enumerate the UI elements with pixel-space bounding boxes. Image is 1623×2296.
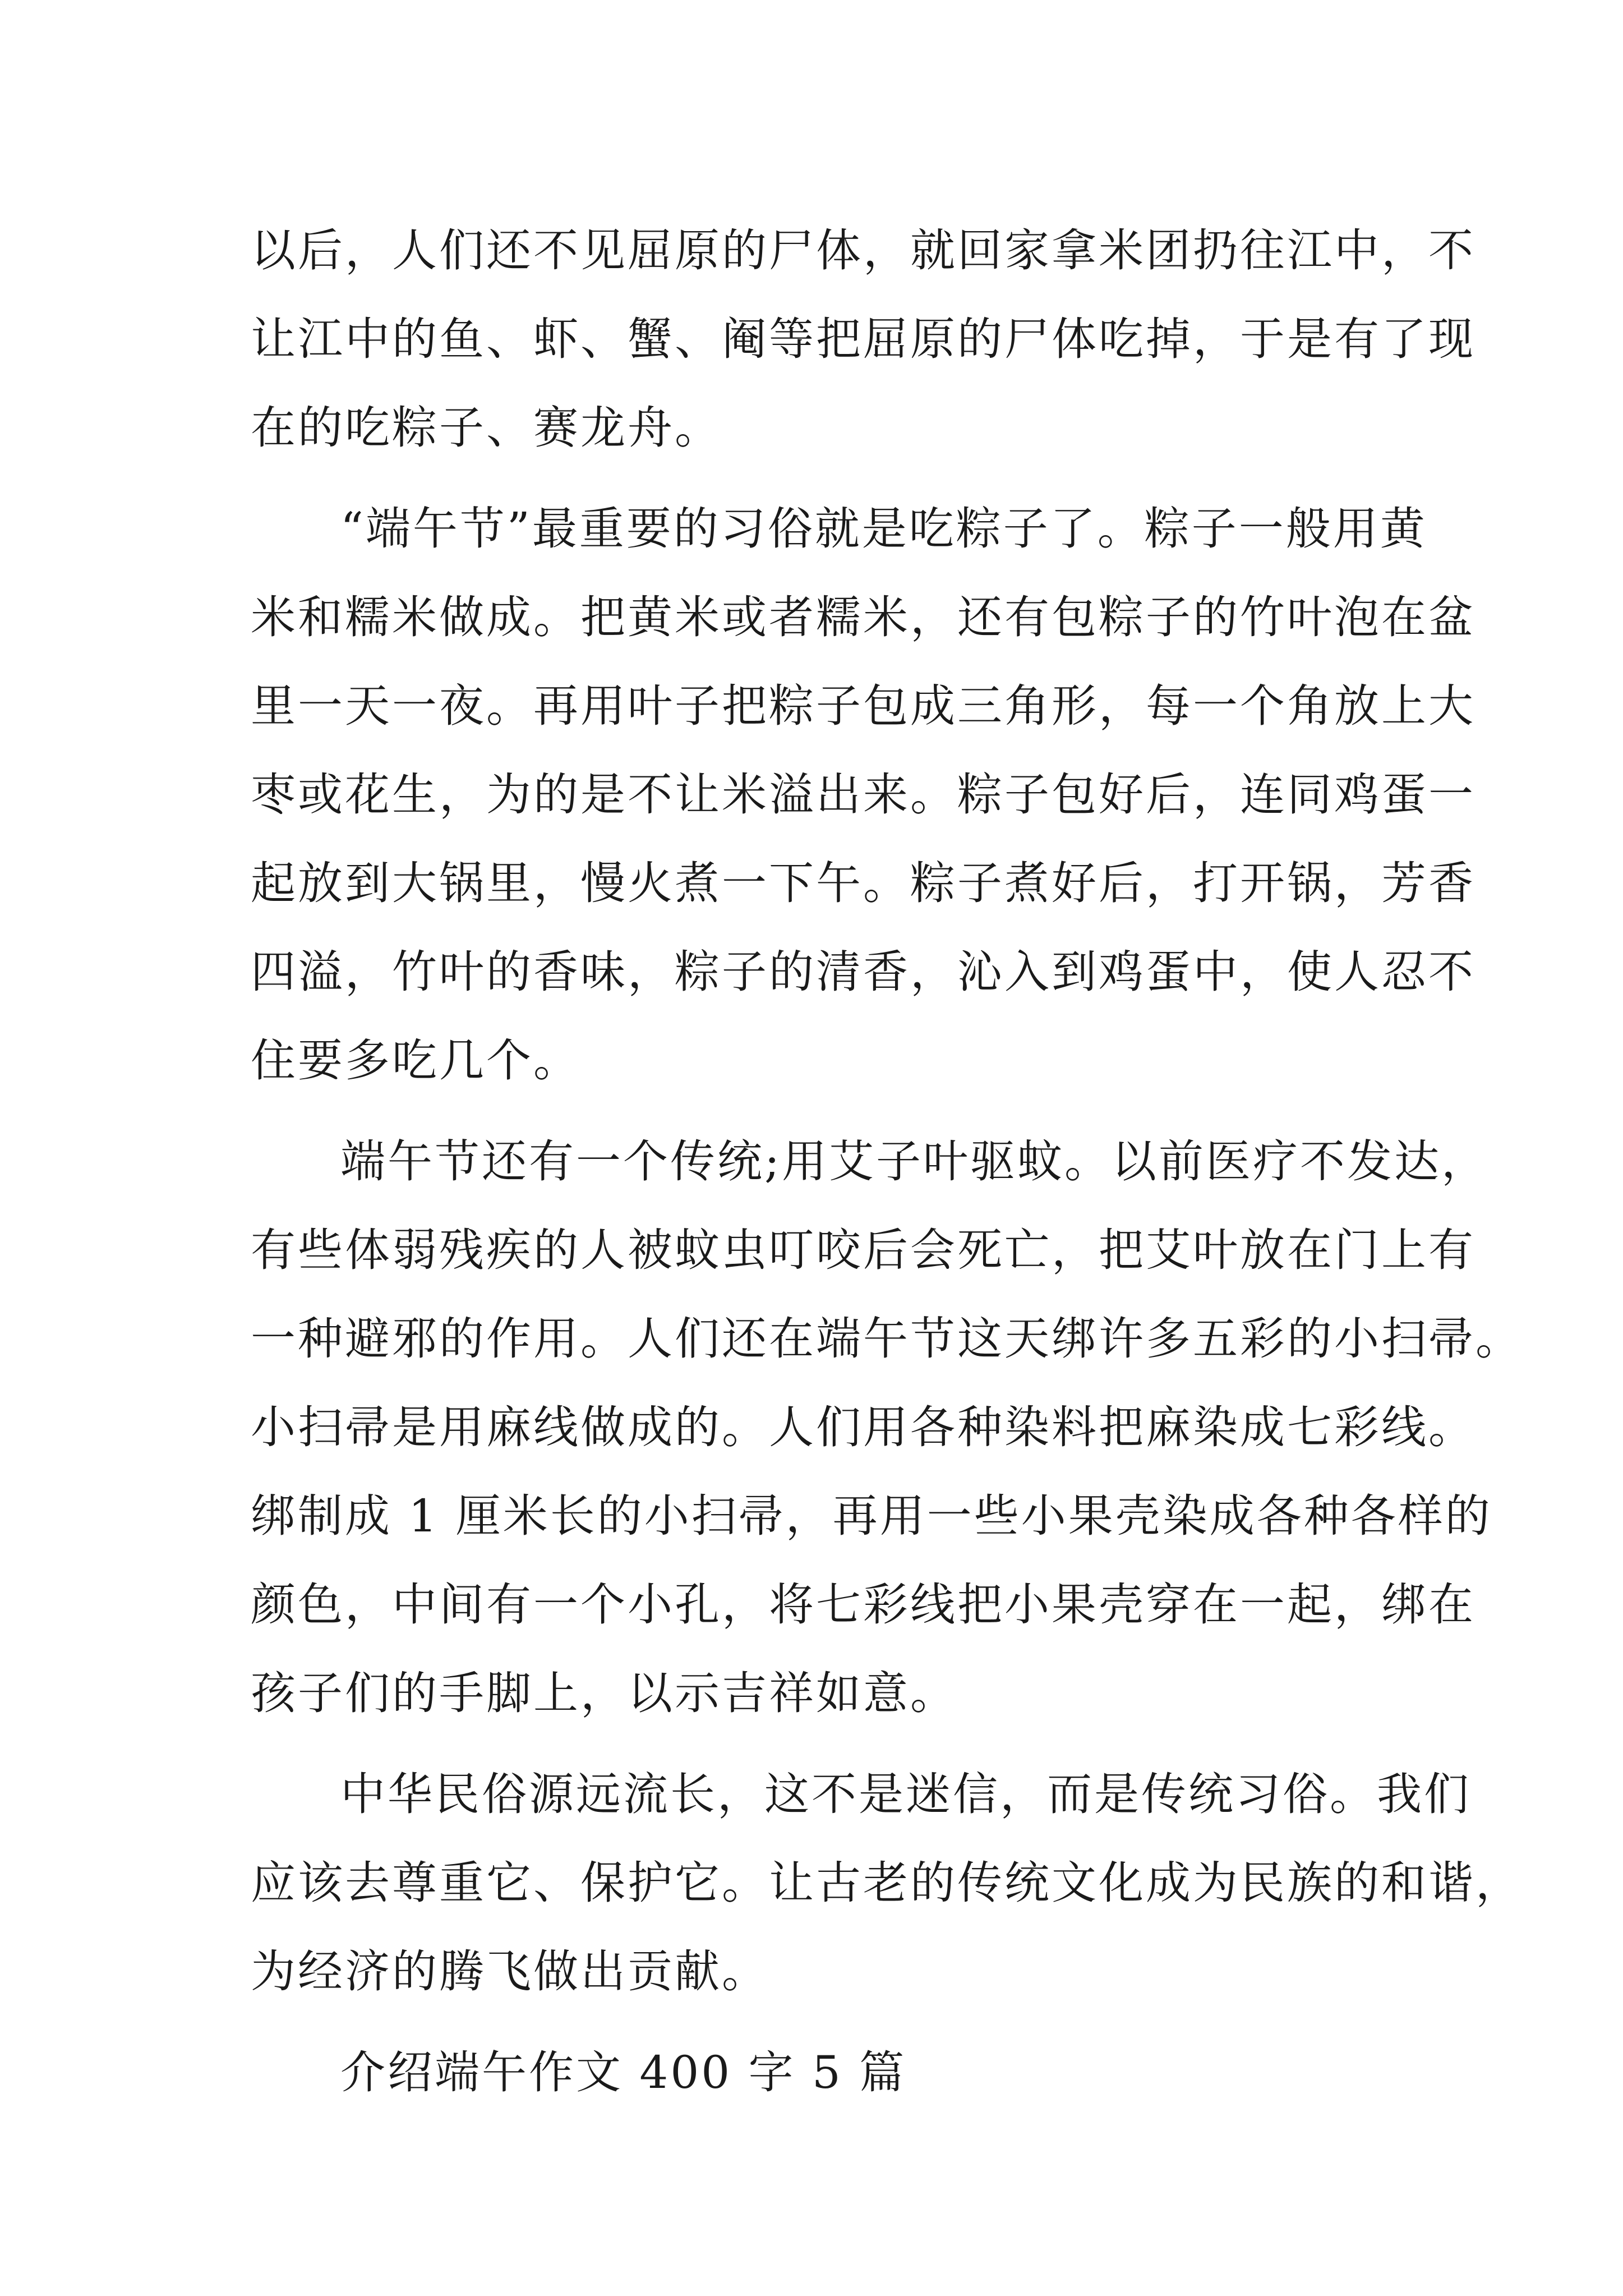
- text-line: 米和糯米做成。把黄米或者糯米，还有包粽子的竹叶泡在盆: [251, 591, 1476, 643]
- text-line: 中华民俗源远流长，这不是迷信，而是传统习俗。我们: [340, 1768, 1471, 1820]
- text-line: 应该去尊重它、保护它。让古老的传统文化成为民族的和谐，: [251, 1857, 1523, 1909]
- text-line: 起放到大锅里，慢火煮一下午。粽子煮好后，打开锅，芳香: [251, 857, 1476, 909]
- text-line: 绑制成 1 厘米长的小扫帚，再用一些小果壳染成各种各样的: [251, 1490, 1492, 1542]
- body-text: [251, 206, 1523, 2117]
- text-line: 小扫帚是用麻线做成的。人们用各种染料把麻染成七彩线。: [251, 1401, 1476, 1453]
- text-line: 里一天一夜。再用叶子把粽子包成三角形，每一个角放上大: [251, 680, 1476, 732]
- text-line: 为经济的腾飞做出贡献。: [251, 1945, 769, 1998]
- text-line: 孩子们的手脚上，以示吉祥如意。: [251, 1667, 957, 1719]
- text-line: 端午节还有一个传统;用艾子叶驱蚊。以前医疗不发达，: [340, 1135, 1488, 1188]
- text-line: 有些体弱残疾的人被蚊虫叮咬后会死亡，把艾叶放在门上有: [251, 1224, 1476, 1276]
- text-line: 以后，人们还不见屈原的尸体，就回家拿米团扔往江中，不: [251, 224, 1476, 277]
- text-line: 四溢，竹叶的香味，粽子的清香，沁入到鸡蛋中，使人忍不: [251, 946, 1476, 998]
- text-line: “端午节”最重要的习俗就是吃粽子了。粽子一般用黄: [340, 503, 1427, 555]
- text-line: 让江中的鱼、虾、蟹、阉等把屈原的尸体吃掉，于是有了现: [251, 313, 1476, 365]
- text-line: 住要多吃几个。: [251, 1034, 580, 1087]
- text-line: 枣或花生，为的是不让米溢出来。粽子包好后，连同鸡蛋一: [251, 769, 1476, 821]
- text-line: 一种避邪的作用。人们还在端午节这天绑许多五彩的小扫帚。: [251, 1313, 1523, 1365]
- text-line: 颜色，中间有一个小孔，将七彩线把小果壳穿在一起，绑在: [251, 1579, 1476, 1631]
- text-line: 在的吃粽子、赛龙舟。: [251, 402, 722, 454]
- section-title: 介绍端午作文 400 字 5 篇: [340, 2046, 907, 2099]
